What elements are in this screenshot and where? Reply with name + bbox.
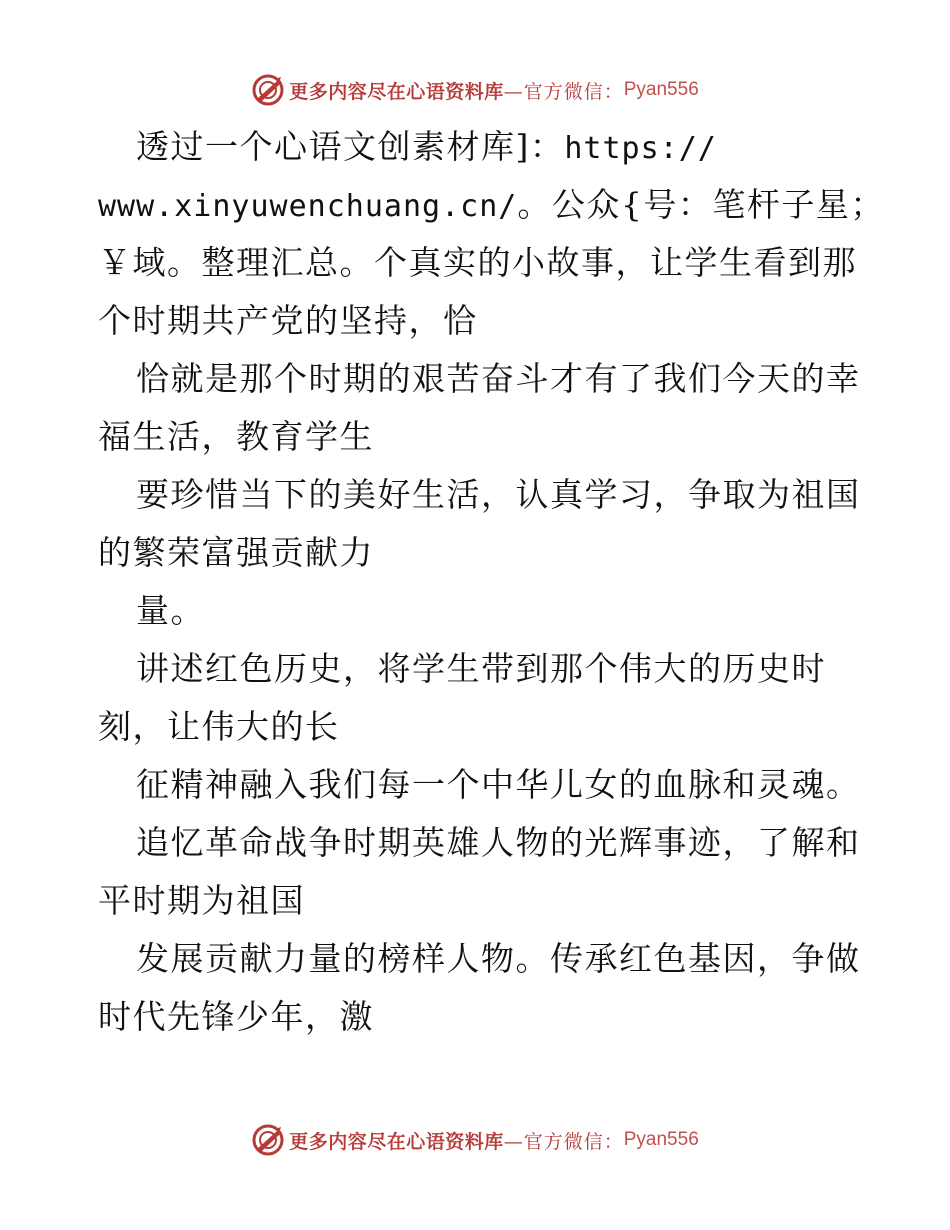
header-watermark-banner (0, 70, 950, 110)
text-line-11: 刻，让伟大的长 (98, 707, 340, 746)
text-segment: 透过一个心语文创素材库]： (136, 127, 565, 166)
header-brand-text: 更多内容尽在心语资料库 (289, 80, 504, 103)
document-body (98, 118, 885, 1046)
footer-brand-text: 更多内容尽在心语资料库 (289, 1130, 504, 1153)
header-wechat-id: Pyan556 (623, 79, 699, 100)
text-line-14: 平时期为祖国 (98, 881, 305, 920)
text-line-15: 发展贡献力量的榜样人物。传承红色基因，争做 (136, 939, 861, 978)
footer-separator-text: —官方微信： (503, 1130, 624, 1153)
text-line-2 (98, 176, 885, 234)
url-segment: https:// (564, 131, 717, 166)
text-line-4: 个时期共产党的坚持，恰 (98, 301, 478, 340)
text-line-16: 时代先锋少年，激 (98, 997, 374, 1036)
text-line-1 (98, 118, 858, 176)
footer-wechat-id: Pyan556 (623, 1129, 699, 1150)
header-separator-text: —官方微信： (503, 80, 624, 103)
text-line-8: 的繁荣富强贡献力 (98, 533, 374, 572)
footer-watermark-banner (0, 1120, 950, 1160)
brand-logo-icon (251, 1123, 285, 1157)
brand-logo-icon (251, 73, 285, 107)
text-line-5: 恰就是那个时期的艰苦奋斗才有了我们今天的幸 (136, 359, 861, 398)
text-line-6: 福生活，教育学生 (98, 417, 374, 456)
text-line-13: 追忆革命战争时期英雄人物的光辉事迹，了解和 (136, 823, 861, 862)
text-line-9: 量。 (136, 591, 205, 630)
text-line-12: 征精神融入我们每一个中华儿女的血脉和灵魂。 (136, 765, 861, 804)
text-line-7: 要珍惜当下的美好生活，认真学习，争取为祖国 (136, 475, 861, 514)
url-segment: www.xinyuwenchuang.cn/ (98, 189, 518, 224)
text-segment: 。公众{号：笔杆子星； (517, 185, 885, 224)
text-line-10: 讲述红色历史，将学生带到那个伟大的历史时 (136, 649, 826, 688)
text-line-3: ￥域。整理汇总。个真实的小故事，让学生看到那 (98, 243, 857, 282)
